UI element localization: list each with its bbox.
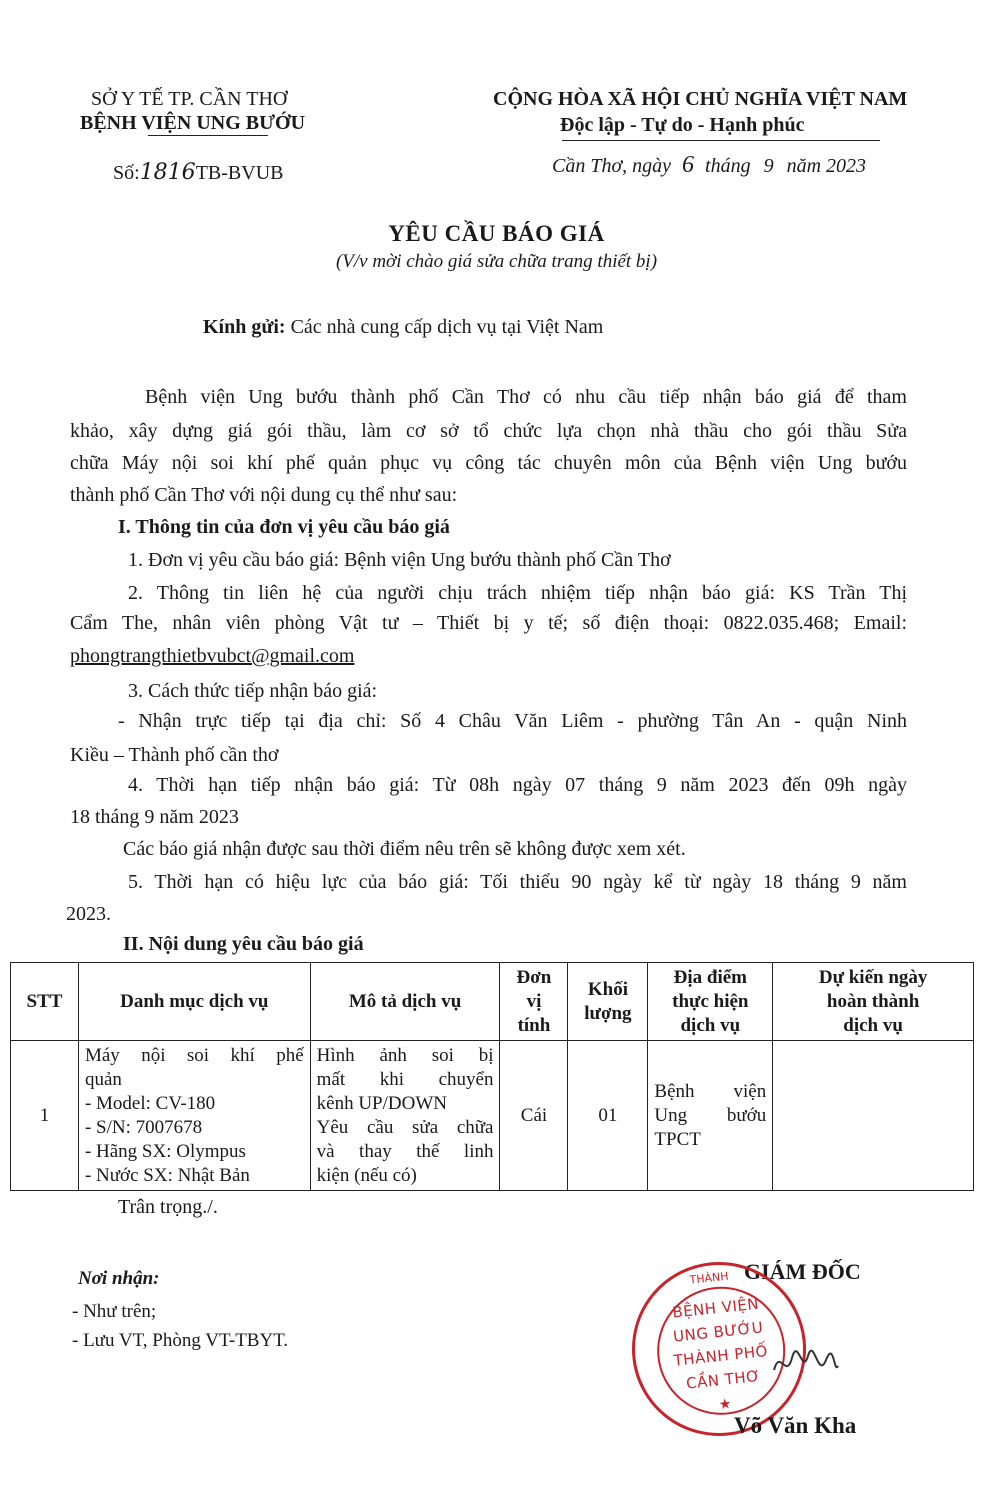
motto: Độc lập - Tự do - Hạnh phúc	[560, 114, 805, 136]
intro-line-1: Bệnh viện Ung bướu thành phố Cần Thơ có nhu cầu tiếp nhận báo giá để tham	[145, 386, 907, 408]
table-header-row	[11, 963, 974, 1041]
col-header-stt: STT	[11, 963, 79, 1041]
country-name: CỘNG HÒA XÃ HỘI CHỦ NGHĨA VIỆT NAM	[493, 88, 908, 110]
closing: Trân trọng./.	[118, 1196, 218, 1218]
org-parent: SỞ Y TẾ TP. CẦN THƠ	[91, 88, 288, 110]
col-header-completion: Dự kiến ngày hoàn thành dịch vụ	[773, 963, 974, 1041]
org-name: BỆNH VIỆN UNG BƯỚU	[80, 112, 306, 134]
stamp-arc-top: THÀNH	[688, 1269, 730, 1287]
section2-heading: II. Nội dung yêu cầu báo giá	[123, 933, 364, 955]
doc-number	[113, 160, 283, 185]
stamp-line-1: BỆNH VIỆN	[671, 1294, 760, 1322]
intro-line-3: chữa Máy nội soi khí phế quản phục vụ công tác chuyên môn của Bệnh viện Ung bướu	[70, 452, 907, 474]
date-month: 9	[763, 155, 774, 177]
section1-item4-note: Các báo giá nhận được sau thời điểm nêu trên sẽ không được xem xét.	[123, 838, 686, 860]
quote-request-table	[10, 962, 974, 1191]
section1-item4-line2: 18 tháng 9 năm 2023	[70, 806, 239, 828]
section1-item5-line2: 2023.	[66, 903, 111, 925]
col-header-service: Danh mục dịch vụ	[78, 963, 310, 1041]
org-underline	[148, 135, 268, 136]
cell-place: Bệnh viện Ung bướu TPCT	[648, 1041, 773, 1191]
issue-date	[552, 152, 866, 179]
cell-service: Máy nội soi khí phế quản - Model: CV-180 - S/N: 7007678 - Hãng SX: Olympus - Nước SX: Nhật Bản	[78, 1041, 310, 1191]
doc-number-prefix: Số:	[113, 162, 140, 184]
stamp-line-2: UNG BƯỚU	[672, 1318, 765, 1346]
doc-number-handwritten: 1816	[139, 160, 196, 185]
cell-description: Hình ảnh soi bị mất khi chuyển kênh UP/DOWN Yêu cầu sửa chữa và thay thế linh kiện (nếu có)	[310, 1041, 500, 1191]
contact-email-link[interactable]: phongtrangthietbvubct@gmail.com	[70, 645, 355, 667]
recipients-item1: - Như trên;	[72, 1301, 157, 1322]
col-header-description: Mô tả dịch vụ	[310, 963, 500, 1041]
salutation-recipient: Các nhà cung cấp dịch vụ tại Việt Nam	[290, 316, 604, 338]
cell-unit: Cái	[500, 1041, 568, 1191]
section1-item3: 3. Cách thức tiếp nhận báo giá:	[128, 680, 378, 702]
date-year: năm 2023	[786, 155, 867, 177]
date-prefix: Cần Thơ, ngày	[552, 155, 672, 177]
page-title: YÊU CẦU BÁO GIÁ	[388, 221, 605, 246]
signature-title: GIÁM ĐỐC	[744, 1259, 861, 1284]
table-row	[11, 1041, 974, 1191]
section1-item1: 1. Đơn vị yêu cầu báo giá: Bệnh viện Ung bướu thành phố Cần Thơ	[128, 549, 671, 571]
intro-line-4: thành phố Cần Thơ với nội dung cụ thể như sau:	[70, 484, 458, 506]
section1-item3-detail-line1: - Nhận trực tiếp tại địa chỉ: Số 4 Châu Văn Liêm - phường Tân An - quận Ninh	[118, 710, 907, 732]
section1-item2-line1: 2. Thông tin liên hệ của người chịu trách nhiệm tiếp nhận báo giá: KS Trần Thị	[128, 582, 907, 604]
signature-scribble	[770, 1340, 840, 1390]
col-header-place: Địa điểm thực hiện dịch vụ	[648, 963, 773, 1041]
recipients-item2: - Lưu VT, Phòng VT-TBYT.	[72, 1330, 289, 1351]
stamp-line-4: CẦN THƠ	[685, 1366, 762, 1393]
section1-item5-line1: 5. Thời hạn có hiệu lực của báo giá: Tối thiểu 90 ngày kể từ ngày 18 tháng 9 năm	[128, 871, 907, 893]
salutation	[203, 316, 603, 339]
stamp-star-icon: ★	[718, 1397, 733, 1414]
page-subtitle: (V/v mời chào giá sửa chữa trang thiết bị)	[335, 251, 658, 272]
doc-number-suffix: TB-BVUB	[195, 162, 284, 184]
recipients-label: Nơi nhận:	[78, 1268, 160, 1289]
signer-name: Võ Văn Kha	[734, 1413, 857, 1438]
section1-item4-line1: 4. Thời hạn tiếp nhận báo giá: Từ 08h ngày 07 tháng 9 năm 2023 đến 09h ngày	[128, 774, 907, 796]
section1-item2-line2: Cẩm The, nhân viên phòng Vật tư – Thiết bị y tế; số điện thoại: 0822.035.468; Email:	[70, 612, 907, 634]
motto-underline	[562, 140, 880, 141]
date-day: 6	[682, 152, 695, 178]
stamp-line-3: THÀNH PHỐ	[672, 1341, 769, 1370]
salutation-label: Kính gửi:	[203, 316, 286, 338]
col-header-unit: Đơn vị tính	[500, 963, 568, 1041]
col-header-quantity: Khối lượng	[568, 963, 648, 1041]
section1-heading: I. Thông tin của đơn vị yêu cầu báo giá	[118, 516, 450, 538]
section1-item3-detail-line2: Kiều – Thành phố cần thơ	[70, 744, 279, 766]
cell-completion	[773, 1041, 974, 1191]
date-month-label: tháng	[705, 155, 751, 177]
cell-stt: 1	[11, 1041, 79, 1191]
cell-quantity: 01	[568, 1041, 648, 1191]
intro-line-2: khảo, xây dựng giá gói thầu, làm cơ sở tổ chức lựa chọn nhà thầu cho gói thầu Sửa	[70, 420, 907, 442]
